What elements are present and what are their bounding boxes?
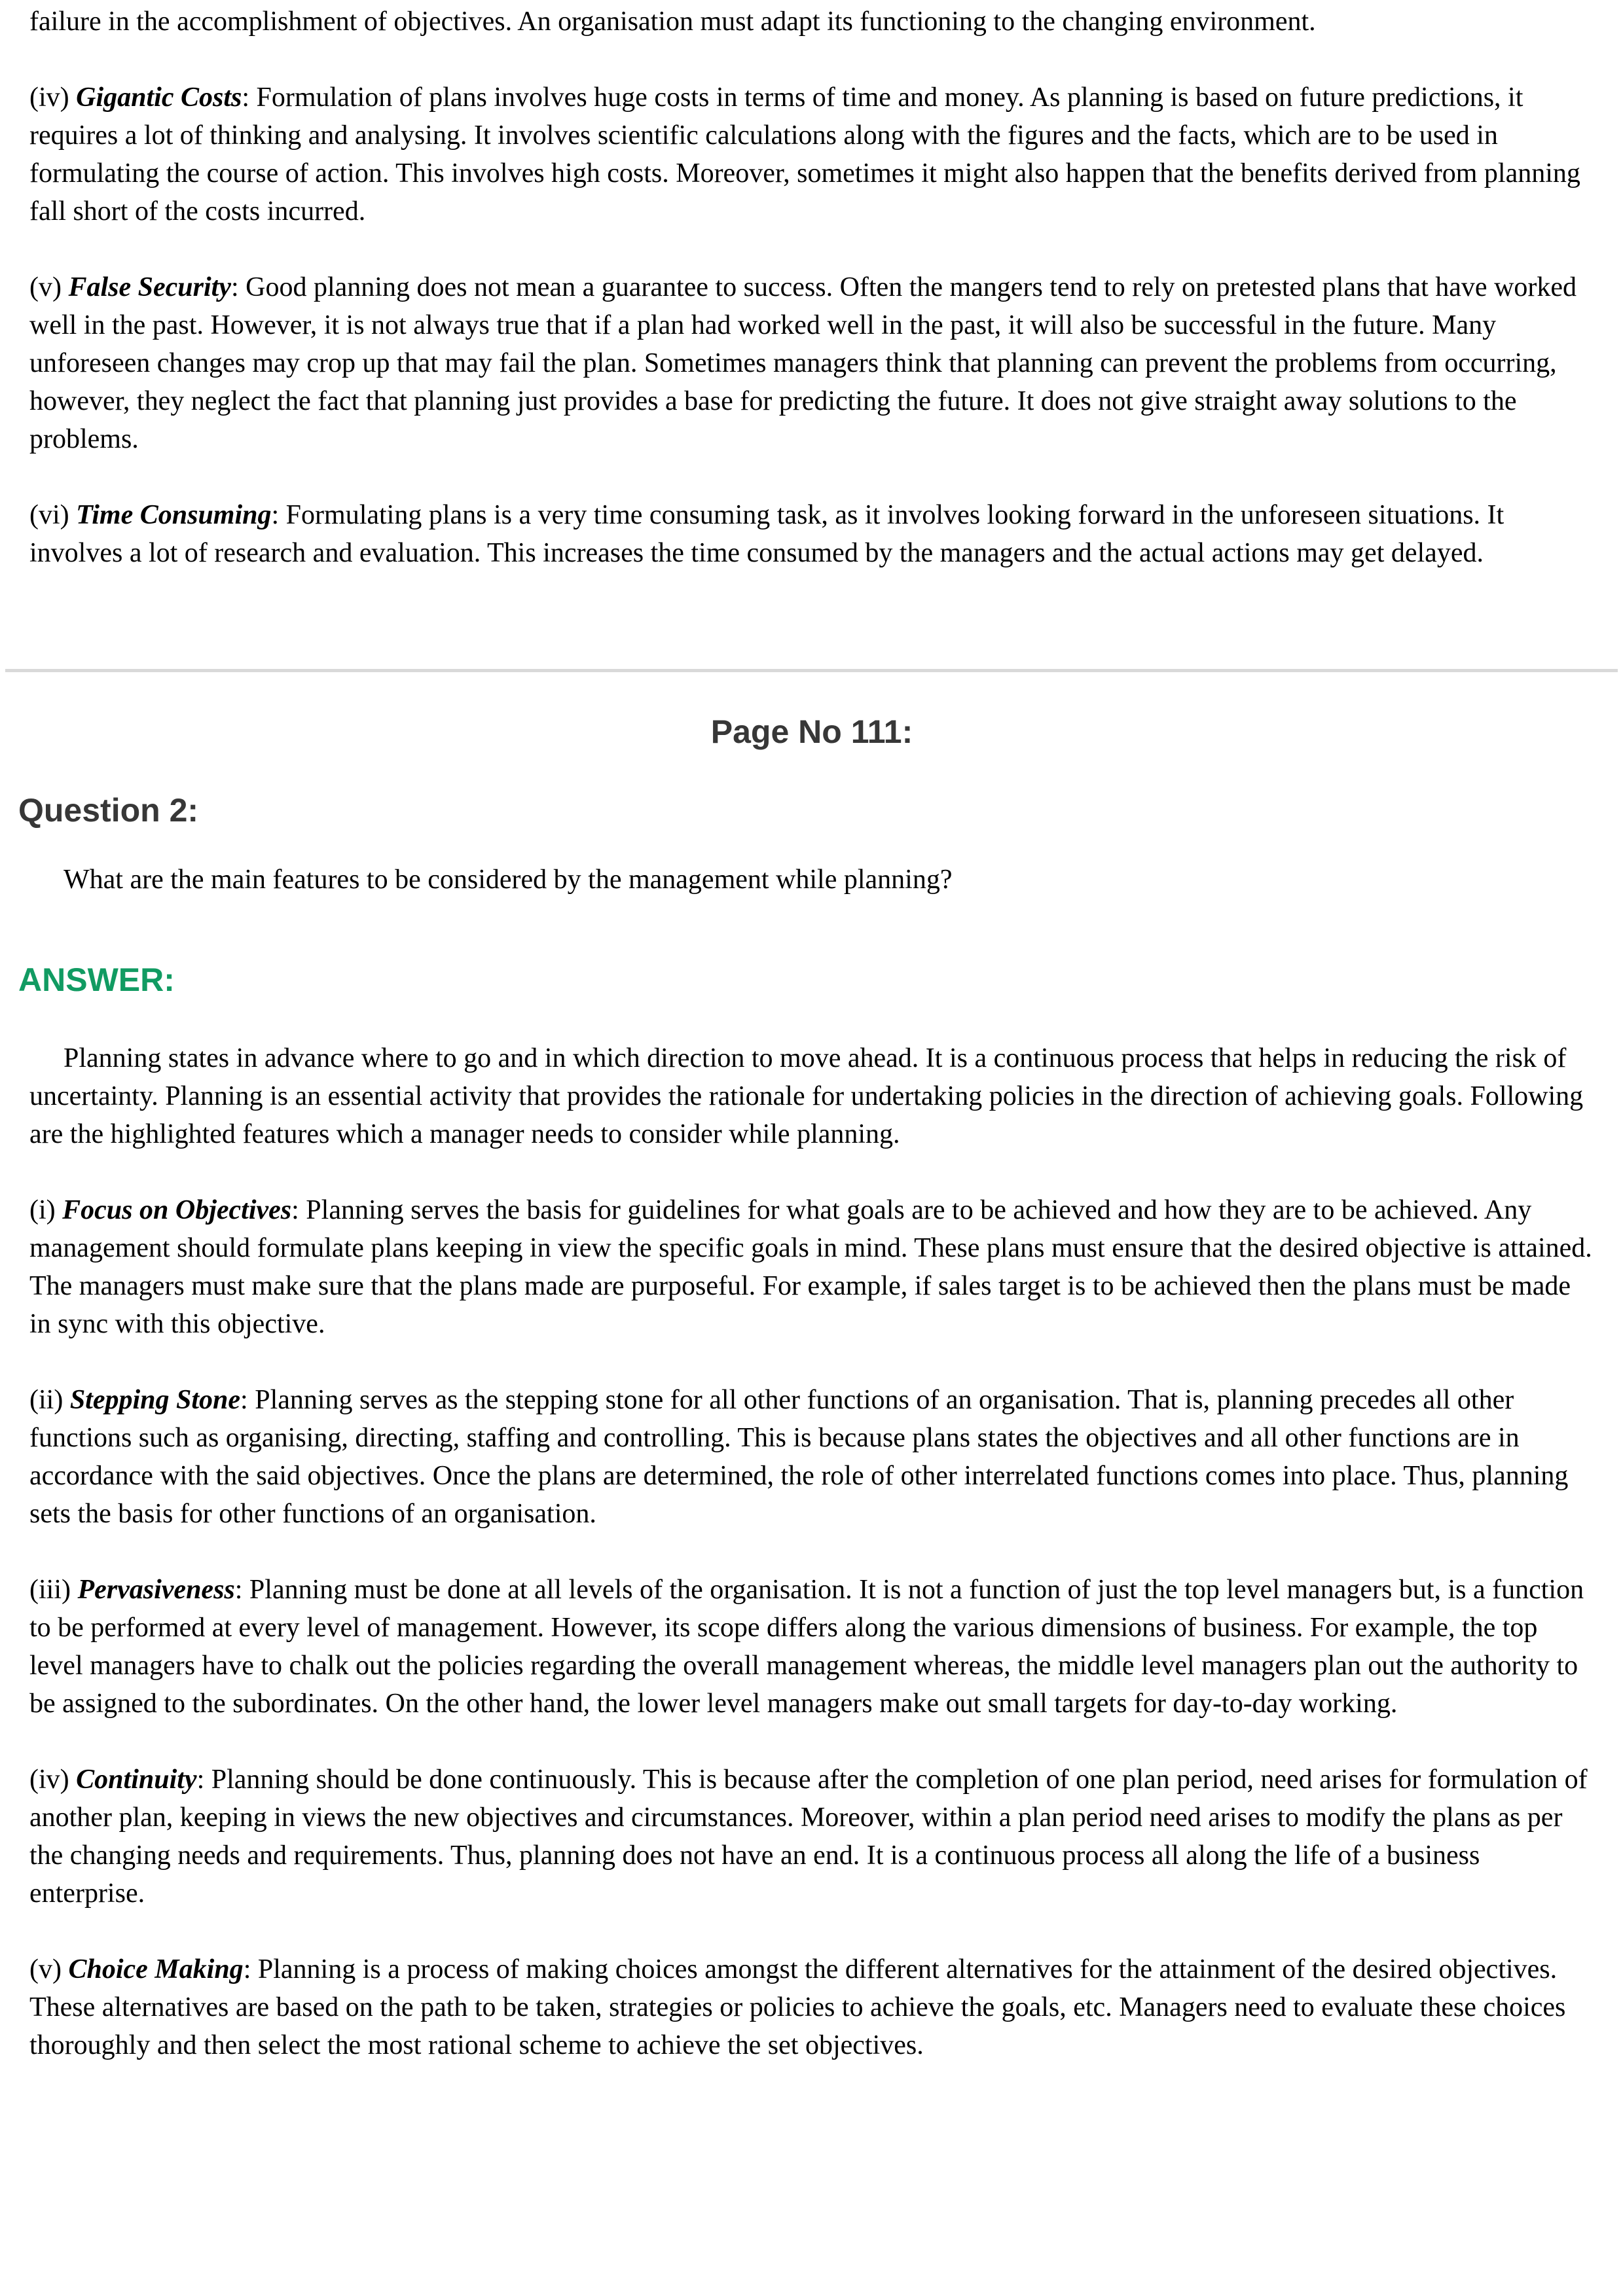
item-marker: (iv) (29, 82, 69, 113)
item-text: : Planning must be done at all levels of the organisation. It is not a function of just the top level managers but, is a function to be performed at every level of management. However, its scope differs along the various dimensions of business. For example, the top level managers have to chalk out the policies regarding the overall management whereas, the middle level managers plan out the authority to be assigned to the subordinates. On the other hand, the lower level managers make out small targets for day-to-day working. (29, 1575, 1584, 1719)
limitation-term: False Security (68, 272, 231, 302)
page-number-heading: Page No 111: (710, 713, 913, 750)
section-divider (5, 669, 1618, 672)
feature-item-ii (29, 1381, 1594, 1533)
item-text: : Planning serves the basis for guidelines for what goals are to be achieved and how they are to be achieved. Any management should formulate plans keeping in view the specific goals in mind. These plans must ensure that the desired objective is attained. The managers must make sure that the plans made are purposeful. For example, if sales target is to be achieved then the plans must be made in sync with this objective. (29, 1195, 1592, 1339)
feature-term: Stepping Stone (69, 1385, 241, 1415)
item-marker: (iv) (29, 1765, 69, 1795)
answer-intro-paragraph: Planning states in advance where to go and in which direction to move ahead. It is a continuous process that helps in reducing the risk of uncertainty. Planning is an essential activity that provides the rationale for undertaking policies in the direction of achieving goals. Following are the highlighted features which a manager needs to consider while planning. (29, 1043, 1584, 1149)
item-text: : Planning serves as the stepping stone for all other functions of an organisation. That is, planning precedes all other functions such as organising, directing, staffing and controlling. This is because plans states the objectives and all other functions are in accordance with the said objectives. Once the plans are determined, the role of other interrelated functions comes into place. Thus, planning sets the basis for other functions of an organisation. (29, 1385, 1569, 1529)
item-text: : Planning should be done continuously. This is because after the completion of one plan period, need arises for formulation of another plan, keeping in views the new objectives and circumstances. Moreover, within a plan period need arises to modify the plans as per the changing needs and requirements. Thus, planning does not have an end. It is a continuous process all along the life of a business enterprise. (29, 1765, 1588, 1909)
item-text: : Formulation of plans involves huge costs in terms of time and money. As planning is based on future predictions, it requires a lot of thinking and analysing. It involves scientific calculations along with the figures and the facts, which are to be used in formulating the course of action. This involves high costs. Moreover, sometimes it might also happen that the benefits derived from planning fall short of the costs incurred. (29, 82, 1580, 226)
feature-item-iii (29, 1571, 1594, 1723)
feature-item-iv (29, 1761, 1594, 1912)
paragraph-fragment: failure in the accomplishment of objectives. An organisation must adapt its functioning to the changing environment. (29, 7, 1316, 37)
item-marker: (vi) (29, 500, 69, 530)
item-marker: (v) (29, 272, 62, 302)
limitation-item-vi (29, 496, 1594, 572)
feature-term: Focus on Objectives (62, 1195, 292, 1225)
item-marker: (i) (29, 1195, 56, 1225)
item-text: : Good planning does not mean a guarantee to success. Often the mangers tend to rely on pretested plans that have worked well in the past. However, it is not always true that if a plan had worked well in the past, it will also be successful in the future. Many unforeseen changes may crop up that may fail the plan. Sometimes managers think that planning can prevent the problems from occurring, however, they neglect the fact that planning just provides a base for predicting the future. It does not give straight away solutions to the problems. (29, 272, 1577, 454)
feature-item-v (29, 1950, 1594, 2064)
item-marker: (iii) (29, 1575, 71, 1605)
answer-heading: ANSWER: (18, 961, 175, 998)
limitation-term: Time Consuming (76, 500, 272, 530)
feature-term: Continuity (76, 1765, 197, 1795)
limitation-term: Gigantic Costs (76, 82, 242, 113)
question-text: What are the main features to be considered by the management while planning? (64, 865, 953, 895)
feature-item-i (29, 1191, 1594, 1343)
question-heading: Question 2: (18, 792, 199, 829)
feature-term: Choice Making (68, 1954, 244, 1984)
limitation-item-iv (29, 79, 1594, 230)
item-marker: (ii) (29, 1385, 64, 1415)
limitation-item-v (29, 268, 1594, 458)
feature-term: Pervasiveness (77, 1575, 235, 1605)
item-text: : Formulating plans is a very time consuming task, as it involves looking forward in the unforeseen situations. It involves a lot of research and evaluation. This increases the time consumed by the managers and the actual actions may get delayed. (29, 500, 1504, 568)
item-text: : Planning is a process of making choices amongst the different alternatives for the attainment of the desired objectives. These alternatives are based on the path to be taken, strategies or policies to achieve the goals, etc. Managers need to evaluate these choices thoroughly and then select the most rational scheme to achieve the set objectives. (29, 1954, 1566, 2060)
item-marker: (v) (29, 1954, 62, 1984)
